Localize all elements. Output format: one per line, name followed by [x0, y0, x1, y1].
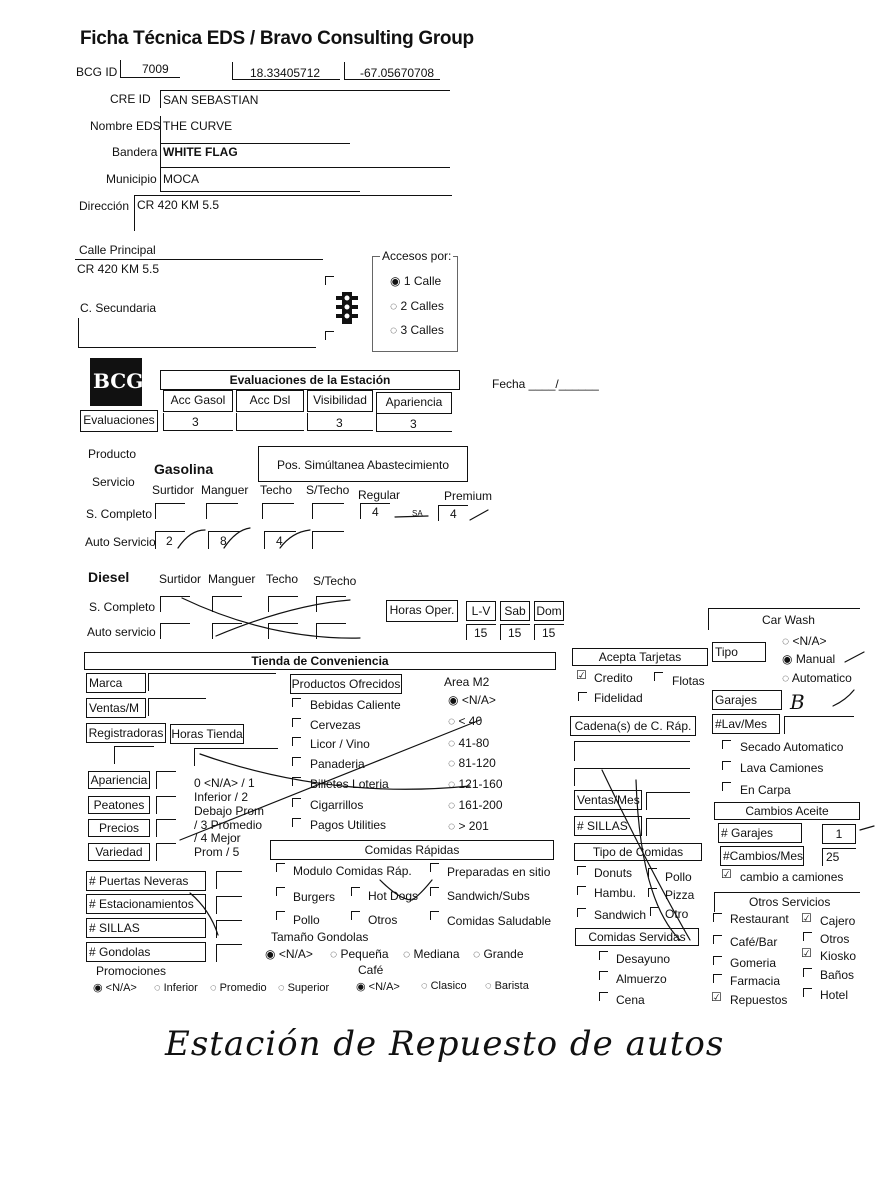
precios-label: Precios [88, 819, 150, 837]
gas-col-techo: Techo [260, 483, 293, 497]
car-wash-tipo-label: Tipo [712, 642, 766, 662]
comidas-servidas-label: Comidas Servidas [575, 928, 699, 946]
car-wash-automatico-radio[interactable]: ◌ Automatico [782, 671, 852, 685]
gas-s-completo-label: S. Completo [86, 507, 153, 521]
page-title: Ficha Técnica EDS / Bravo Consulting Group [80, 28, 474, 49]
billetes-label: Billetes Loteria [310, 777, 389, 791]
car-wash-garajes-label: Garajes [712, 690, 782, 710]
tamano-pequena-radio[interactable]: ◌ Pequeña [330, 947, 389, 961]
fecha-label: Fecha ____/______ [492, 377, 599, 391]
gas-col-surtidor: Surtidor [152, 483, 195, 497]
acc-gasol-value: 3 [192, 415, 199, 429]
acceso-2-calles-radio[interactable]: ◌ 2 Calles [390, 299, 444, 313]
dsl-col-techo: Techo [266, 572, 299, 586]
hambu-label: Hambu. [594, 886, 637, 900]
cervezas-label: Cervezas [310, 718, 361, 732]
flotas-label: Flotas [672, 674, 705, 688]
promo-promedio-radio[interactable]: ◌ Promedio [210, 982, 267, 994]
evaluaciones-title-box: Evaluaciones de la Estación [160, 370, 460, 390]
dia-dom-header: Dom [534, 601, 564, 621]
car-wash-title: Car Wash [762, 613, 815, 627]
municipio-label: Municipio [106, 172, 157, 186]
municipio-value: MOCA [163, 172, 199, 186]
cambios-aceite-title: Cambios Aceite [714, 802, 860, 820]
tamano-grande-radio[interactable]: ◌ Grande [473, 947, 524, 961]
cadena-label: Cadena(s) de C. Ráp. [570, 716, 696, 736]
repuestos-label: Repuestos [730, 993, 788, 1007]
tamano-mediana-radio[interactable]: ◌ Mediana [403, 947, 460, 961]
accesos-label: Accesos por: [382, 249, 452, 263]
restaurant-label: Restaurant [730, 912, 789, 926]
cambios-garajes-label: # Garajes [718, 823, 802, 843]
hotdogs-label: Hot Dogs [368, 889, 419, 903]
secado-label: Secado Automatico [740, 740, 844, 754]
producto-label: Producto [88, 447, 137, 461]
area-201-radio[interactable]: ◌ > 201 [448, 819, 489, 833]
apariencia-header: Apariencia [376, 392, 452, 414]
tamano-na-radio[interactable]: ◉ <N/A> [265, 947, 313, 961]
registradoras-label: Registradoras [86, 723, 166, 743]
area-81-120-radio[interactable]: ◌ 81-120 [448, 756, 496, 770]
dsl-col-surtidor: Surtidor [159, 572, 202, 586]
dia-sab-header: Sab [500, 601, 530, 621]
tamano-gondolas-label: Tamaño Gondolas [271, 930, 369, 944]
hotel-label: Hotel [820, 988, 849, 1002]
calle-secundaria-label: C. Secundaria [80, 301, 157, 315]
gas-premium-value: 4 [450, 507, 457, 521]
cafe-bar-label: Café/Bar [730, 935, 778, 949]
promociones-label: Promociones [96, 964, 167, 978]
horas-tienda-label: Horas Tienda [170, 724, 244, 744]
dsl-col-stecho: S/Techo [313, 574, 357, 588]
peatones-label: Peatones [88, 796, 150, 814]
pollo-label: Pollo [293, 913, 320, 927]
area-41-80-radio[interactable]: ◌ 41-80 [448, 736, 490, 750]
dsl-auto-servicio-label: Auto servicio [87, 625, 156, 639]
direccion-label: Dirección [79, 199, 130, 213]
cambios-mes-label: #Cambios/Mes [720, 846, 804, 866]
area-na-radio[interactable]: ◉ <N/A> [448, 693, 496, 707]
escala-6: Prom / 5 [194, 845, 240, 859]
area-161-200-radio[interactable]: ◌ 161-200 [448, 798, 503, 812]
bcg-id-value: 7009 [142, 62, 169, 76]
cambio-camiones-label: cambio a camiones [740, 870, 844, 884]
promo-na-radio[interactable]: ◉ <N/A> [93, 982, 137, 994]
saludable-label: Comidas Saludable [447, 914, 552, 928]
dsl-col-manguer: Manguer [208, 572, 256, 586]
cena-label: Cena [616, 993, 645, 1007]
otros-comidas-label: Otros [368, 913, 398, 927]
acceso-1-calle-radio[interactable]: ◉ 1 Calle [390, 274, 442, 288]
gas-as-surtidor-value: 2 [166, 534, 173, 548]
almuerzo-label: Almuerzo [616, 972, 667, 986]
ventas-mes-label: Ventas/Mes [574, 790, 642, 810]
gasolina-title: Gasolina [154, 461, 214, 477]
tarjetas-sillas-label: # SILLAS [574, 816, 642, 836]
acc-gasol-header: Acc Gasol [163, 390, 233, 412]
servicio-label: Servicio [92, 475, 135, 489]
otros-serv-label: Otros [820, 932, 850, 946]
tienda-sillas-label: # SILLAS [86, 918, 206, 938]
variedad-label: Variedad [88, 843, 150, 861]
premium-label: Premium [444, 489, 493, 503]
cambios-garajes-field[interactable]: 1 [822, 824, 856, 844]
panaderia-label: Panaderia [310, 757, 365, 771]
car-wash-manual-radio[interactable]: ◉ Manual [782, 652, 836, 666]
otros-servicios-title: Otros Servicios [749, 895, 831, 909]
escala-5: / 4 Mejor [194, 831, 241, 845]
car-wash-garajes-value: B [790, 690, 805, 714]
acceso-3-calles-radio[interactable]: ◌ 3 Calles [390, 323, 444, 337]
fidelidad-label: Fidelidad [594, 691, 643, 705]
bandera-label: Bandera [112, 145, 158, 159]
cajero-checkbox[interactable]: ☑ [801, 911, 812, 925]
cajero-label: Cajero [820, 914, 856, 928]
area-40-radio[interactable]: ◌ < 40 [448, 714, 483, 728]
horas-oper-label: Horas Oper. [386, 600, 458, 622]
evaluaciones-button[interactable]: Evaluaciones [80, 410, 158, 432]
horas-dom-value: 15 [542, 626, 556, 640]
ventas-m-label: Ventas/M [86, 698, 146, 718]
horas-sab-value: 15 [508, 626, 522, 640]
tienda-title-box: Tienda de Conveniencia [84, 652, 556, 670]
visibilidad-value: 3 [336, 416, 343, 430]
car-wash-lav-mes-label: #Lav/Mes [712, 714, 780, 734]
pos-simultanea-box: Pos. Simúltanea Abastecimiento [258, 446, 468, 482]
cafe-barista-radio[interactable]: ◌ Barista [485, 980, 529, 992]
desayuno-label: Desayuno [616, 952, 671, 966]
donuts-label: Donuts [594, 866, 633, 880]
sandwich-subs-label: Sandwich/Subs [447, 889, 530, 903]
cre-id-label: CRE ID [110, 92, 151, 106]
area-121-160-radio[interactable]: ◌ 121-160 [448, 777, 503, 791]
burgers-label: Burgers [293, 890, 336, 904]
bebidas-label: Bebidas Caliente [310, 698, 401, 712]
acc-dsl-header: Acc Dsl [236, 390, 304, 412]
escala-3: Debajo Prom [194, 804, 265, 818]
calle-principal-value: CR 420 KM 5.5 [77, 262, 160, 276]
cambio-camiones-checkbox[interactable]: ☑ [721, 867, 732, 881]
sandwich-tipo-label: Sandwich [594, 908, 647, 922]
escala-4: / 3 Promedio [194, 818, 263, 832]
bcg-logo-text: BCG [93, 369, 144, 393]
dsl-s-completo-label: S. Completo [89, 600, 156, 614]
bandera-value: WHITE FLAG [163, 145, 238, 159]
nombre-label: Nombre EDS [90, 119, 161, 133]
modulo-label: Modulo Comidas Ráp. [293, 864, 412, 878]
cre-id-value: SAN SEBASTIAN [163, 93, 259, 107]
direccion-value: CR 420 KM 5.5 [137, 198, 220, 212]
gas-auto-servicio-label: Auto Servicio [85, 535, 156, 549]
cambios-mes-value: 25 [826, 850, 840, 864]
kiosko-label: Kiosko [820, 949, 857, 963]
diesel-title: Diesel [88, 569, 130, 585]
cafe-na-radio[interactable]: ◉ <N/A> [356, 981, 400, 993]
nombre-value: THE CURVE [163, 119, 233, 133]
apariencia-value: 3 [410, 417, 417, 431]
gondolas-label: # Gondolas [86, 942, 206, 962]
en-carpa-label: En Carpa [740, 783, 791, 797]
handwritten-note: Estación de Repuesto de autos [165, 1024, 725, 1064]
credito-checkbox[interactable]: ☑ [576, 668, 587, 682]
escala-2: Inferior / 2 [194, 790, 249, 804]
licor-label: Licor / Vino [310, 737, 370, 751]
apariencia-label: Apariencia [88, 771, 150, 789]
kiosko-checkbox[interactable]: ☑ [801, 946, 812, 960]
horas-lv-value: 15 [474, 626, 488, 640]
banos-label: Baños [820, 968, 855, 982]
gas-regular-value: 4 [372, 505, 379, 519]
marca-label: Marca [86, 673, 146, 693]
area-m2-label: Area M2 [444, 675, 490, 689]
visibilidad-header: Visibilidad [307, 390, 373, 412]
car-wash-na-radio[interactable]: ◌ <N/A> [782, 634, 827, 648]
repuestos-checkbox[interactable]: ☑ [711, 990, 722, 1004]
lava-camiones-label: Lava Camiones [740, 761, 824, 775]
farmacia-label: Farmacia [730, 974, 781, 988]
tipo-comidas-label: Tipo de Comidas [574, 843, 702, 861]
promo-superior-radio[interactable]: ◌ Superior [278, 982, 330, 994]
calle-principal-label: Calle Principal [79, 243, 156, 257]
cafe-label: Café [358, 963, 384, 977]
pizza-label: Pizza [665, 888, 695, 902]
bcg-id-label: BCG ID [76, 65, 118, 79]
dia-lv-header: L-V [466, 601, 496, 621]
gas-sc-mid-value: SA [412, 509, 423, 518]
gas-col-manguer: Manguer [201, 483, 249, 497]
escala-1: 0 <N/A> / 1 [194, 776, 255, 790]
promo-inferior-radio[interactable]: ◌ Inferior [154, 982, 198, 994]
otro-tipo-label: Otro [665, 907, 689, 921]
acepta-tarjetas-title: Acepta Tarjetas [572, 648, 708, 666]
gas-as-techo-value: 4 [276, 534, 283, 548]
comidas-rapidas-title: Comidas Rápidas [270, 840, 554, 860]
lon-value: -67.05670708 [360, 66, 435, 80]
credito-label: Credito [594, 671, 633, 685]
estacionamientos-label: # Estacionamientos [86, 894, 206, 914]
cafe-clasico-radio[interactable]: ◌ Clasico [421, 980, 467, 992]
cigarrillos-label: Cigarrillos [310, 798, 364, 812]
gas-as-manguer-value: 8 [220, 534, 227, 548]
productos-ofrecidos-label: Productos Ofrecidos [290, 674, 402, 694]
pollo-tipo-label: Pollo [665, 870, 692, 884]
regular-label: Regular [358, 488, 401, 502]
preparadas-label: Preparadas en sitio [447, 865, 551, 879]
lat-value: 18.33405712 [250, 66, 321, 80]
puertas-neveras-label: # Puertas Neveras [86, 871, 206, 891]
pagos-label: Pagos Utilities [310, 818, 387, 832]
gomeria-label: Gomeria [730, 956, 777, 970]
gas-col-stecho: S/Techo [306, 483, 350, 497]
